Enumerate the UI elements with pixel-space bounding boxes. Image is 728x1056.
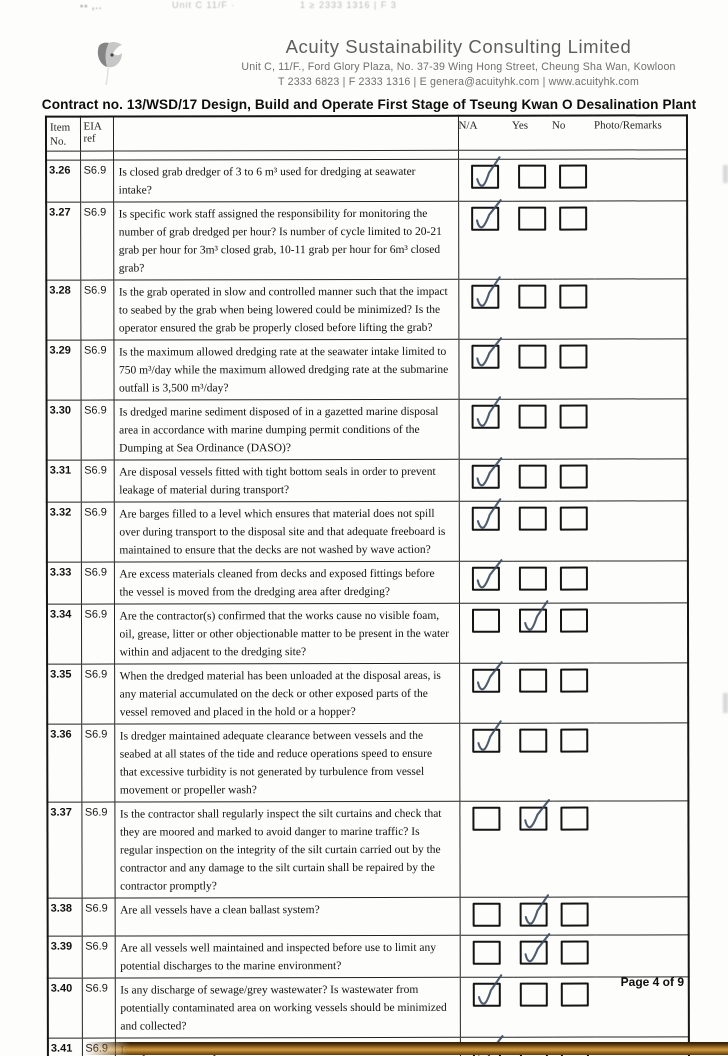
checkbox-yes[interactable] <box>519 608 547 632</box>
item-no-cell: 3.39 <box>50 940 73 953</box>
checkbox-yes[interactable] <box>519 668 547 692</box>
item-no-cell: 3.40 <box>50 982 73 995</box>
eia-ref-cell: S6.9 <box>81 562 114 604</box>
checkbox-na[interactable] <box>472 728 500 752</box>
table-row <box>47 398 688 459</box>
no-cell <box>552 201 594 279</box>
table-row <box>47 500 688 561</box>
contract-title: Contract no. 13/WSD/17 Design, Build and Operate First Stage of Tseung Kwan O Desalination Plant <box>41 97 697 112</box>
table-row <box>47 560 688 603</box>
strip-cell <box>46 151 80 160</box>
checkbox-yes[interactable] <box>519 806 547 830</box>
yes-cell <box>513 561 553 603</box>
question-cell: Are barges filled to a level which ensures that material does not spill over during transport to the disposal site and that adequate freeboard is maintained to ensure that the decks are not washed by wave action? <box>114 501 459 562</box>
no-cell <box>553 723 595 801</box>
column-header-question <box>113 116 458 151</box>
checkbox-na[interactable] <box>472 608 500 632</box>
checkbox-no[interactable] <box>561 940 589 964</box>
checkbox-yes[interactable] <box>518 344 546 368</box>
eia-ref-cell: S6.9 <box>81 502 114 562</box>
remarks-cell <box>594 338 687 398</box>
checkbox-no[interactable] <box>560 464 588 488</box>
yes-cell <box>514 977 554 1037</box>
eia-ref-cell: S6.9 <box>80 280 113 340</box>
column-header-photo-remarks: Photo/Remarks <box>593 119 662 132</box>
eia-ref-cell: S6.9 <box>81 460 114 502</box>
remarks-cell <box>595 662 688 722</box>
strip-cell <box>80 151 113 160</box>
checkbox-na[interactable] <box>472 464 500 488</box>
question-cell: Are excess materials cleaned from decks and exposed fittings before the vessel is moved from the dredging area after dredging? <box>114 561 459 604</box>
question-cell: Is specific work staff assigned the responsibility for monitoring the number of grab dredged per hour? Is number of cycle limited to 20-21 grab per hour for 3m³ closed grab, 10-11 grab per hour for 6m³ closed grab? <box>113 201 458 280</box>
table-row <box>46 338 687 399</box>
checkmark-icon <box>470 717 508 759</box>
question-cell: Is dredger maintained adequate clearance between vessels and the seabed at all states of the tide and reduce operations speed to ensure that excessive turbidity is not generated by turbulence from vessel movement or propeller wash? <box>114 723 459 802</box>
strip-cell <box>552 150 594 159</box>
question-cell: Are all vessels have a clean ballast system? <box>115 897 460 936</box>
na-cell <box>460 935 514 977</box>
checklist-table <box>45 114 690 1056</box>
na-cell <box>459 399 513 459</box>
yes-cell <box>512 279 552 339</box>
desk-surface <box>85 1042 728 1055</box>
question-cell: Is any discharge of sewage/grey wastewater? Is wastewater from potentially contaminated area on working vessels should be minimized and collected? <box>115 977 460 1038</box>
item-no-cell: 3.41 <box>50 1042 73 1055</box>
item-no-cell: 3.36 <box>50 728 72 741</box>
eia-ref-cell: S6.9 <box>81 724 114 802</box>
checkbox-na[interactable] <box>473 902 501 926</box>
checkmark-icon <box>469 333 507 375</box>
checkbox-no[interactable] <box>560 806 588 830</box>
bleed-through-fragment: Unit C 11/F · <box>172 0 236 10</box>
checkbox-na[interactable] <box>471 206 499 230</box>
remarks-cell <box>595 560 688 602</box>
eia-ref-cell: S6.9 <box>82 936 115 978</box>
company-contact: T 2333 6823 | F 2333 1316 | E genera@acuityhk.com | www.acuityhk.com <box>277 76 639 88</box>
item-no-cell: 3.31 <box>49 464 72 477</box>
bleed-through-fragment: 1 ≥ 2333 1316 | F 3 <box>300 0 397 10</box>
company-logo <box>95 38 129 88</box>
item-no-cell: 3.30 <box>49 404 72 417</box>
remarks-cell <box>595 722 688 800</box>
checkbox-no[interactable] <box>559 284 587 308</box>
remarks-cell <box>595 500 688 560</box>
table-row <box>48 896 689 935</box>
column-header-na: N/A <box>458 116 512 150</box>
checkmark-icon <box>516 596 554 638</box>
na-cell <box>459 501 513 561</box>
checkbox-no[interactable] <box>560 506 588 530</box>
question-cell: When the dredged material has been unloaded at the disposal areas, is any material accumulated on the deck or other exposed parts of the vessel removed and placed in the hold or a hopper? <box>114 663 459 724</box>
checkbox-na[interactable] <box>473 940 501 964</box>
table-row <box>47 662 688 723</box>
remarks-cell <box>594 278 687 338</box>
column-header-no: No <box>551 119 566 132</box>
checkmark-icon <box>469 273 507 315</box>
no-cell <box>553 561 595 603</box>
company-address: Unit C, 11/F., Ford Glory Plaza, No. 37-39 Wing Hong Street, Cheung Sha Wan, Kowloon <box>241 61 676 73</box>
checkmark-icon <box>470 555 508 597</box>
no-cell <box>554 897 596 935</box>
column-header-yes: Yes <box>511 119 529 132</box>
checkbox-no[interactable] <box>560 668 588 692</box>
na-cell <box>460 977 514 1037</box>
checkbox-no[interactable] <box>559 344 587 368</box>
checkmark-icon <box>470 657 508 699</box>
yes-cell <box>513 663 553 723</box>
eia-ref-cell: S6.9 <box>82 978 115 1038</box>
no-cell <box>554 977 596 1037</box>
question-cell: Are disposal vessels fitted with tight bottom seals in order to prevent leakage of material during transport? <box>114 459 459 502</box>
na-cell <box>459 561 513 603</box>
na-cell <box>459 723 513 801</box>
table-row <box>47 800 688 897</box>
yes-cell <box>514 935 554 977</box>
checkbox-no[interactable] <box>561 902 589 926</box>
no-cell <box>553 459 595 501</box>
item-no-cell: 3.28 <box>49 284 71 297</box>
no-cell <box>552 159 594 201</box>
na-cell <box>458 339 512 399</box>
yes-cell <box>513 723 553 801</box>
table-row <box>47 602 688 663</box>
yes-cell <box>513 801 553 897</box>
checkbox-na[interactable] <box>472 506 500 530</box>
scan-artifact <box>723 165 728 183</box>
checkbox-yes[interactable] <box>519 464 547 488</box>
question-cell: Is closed grab dredger of 3 to 6 m³ used for dredging at seawater intake? <box>113 159 458 202</box>
table-row <box>48 976 689 1037</box>
table-row <box>46 200 687 279</box>
item-no-cell: 3.35 <box>50 668 72 681</box>
checkmark-icon <box>517 929 555 971</box>
table-row <box>47 458 688 501</box>
checkmark-icon <box>469 195 507 237</box>
eia-ref-cell: S6.9 <box>81 400 114 460</box>
yes-cell <box>513 603 553 663</box>
checkbox-yes[interactable] <box>518 284 546 308</box>
checkbox-na[interactable] <box>472 344 500 368</box>
question-cell: Is the maximum allowed dredging rate at the seawater intake limited to 750 m³/day while the maximum allowed dredging rate at the submarine outfall is 3,500 m³/day? <box>113 339 458 400</box>
remarks-cell <box>594 200 687 278</box>
column-header-eia-ref: EIA ref <box>80 117 113 151</box>
eia-ref-cell: S6.9 <box>81 664 114 724</box>
no-cell <box>553 603 595 663</box>
checkbox-no[interactable] <box>560 728 588 752</box>
no-cell <box>553 501 595 561</box>
checkbox-yes[interactable] <box>519 728 547 752</box>
na-cell <box>460 897 514 935</box>
table-header-row <box>46 115 687 150</box>
no-cell <box>553 801 595 897</box>
question-cell: Is the grab operated in slow and controlled manner such that the impact to seabed by the grab when being lowered could be minimized? Is the operator ensured the grab be properly closed before lifting the grab? <box>113 279 458 340</box>
checkmark-icon <box>517 890 555 932</box>
yes-cell <box>512 159 552 201</box>
table-row <box>46 278 687 339</box>
remarks-cell <box>596 934 689 976</box>
checkbox-no[interactable] <box>559 206 587 230</box>
checkmark-icon <box>470 971 508 1013</box>
yes-cell <box>513 399 553 459</box>
remarks-cell <box>595 458 688 500</box>
checkbox-no[interactable] <box>561 982 589 1006</box>
company-name: Acuity Sustainability Consulting Limited <box>285 36 632 57</box>
question-cell: Is dredged marine sediment disposed of in a gazetted marine disposal area in accordance with marine dumping permit conditions of the Dumping at Sea Ordinance (DASO)? <box>114 399 459 460</box>
na-cell <box>459 663 513 723</box>
yes-cell <box>512 339 552 399</box>
na-cell <box>459 801 513 897</box>
na-cell <box>458 201 512 279</box>
checkbox-yes[interactable] <box>519 566 547 590</box>
checkbox-yes[interactable] <box>519 506 547 530</box>
checkmark-icon <box>517 795 555 837</box>
checkbox-yes[interactable] <box>518 206 546 230</box>
question-cell: Are all vessels well maintained and inspected before use to limit any potential discharges to the marine environment? <box>115 935 460 978</box>
column-header-item-no: Item No. <box>49 121 71 148</box>
yes-cell <box>512 201 552 279</box>
na-cell <box>458 159 512 201</box>
item-no-cell: 3.29 <box>49 344 71 357</box>
checkbox-na[interactable] <box>473 982 501 1006</box>
checkbox-yes[interactable] <box>520 902 548 926</box>
question-cell: Are the contractor(s) confirmed that the works cause no visible foam, oil, grease, litter or other objectionable matter to be present in the water within and adjacent to the dredging site? <box>114 603 459 664</box>
eia-ref-cell: S6.9 <box>80 160 113 202</box>
checkmark-icon <box>469 393 507 435</box>
table-row <box>46 158 687 201</box>
yes-cell <box>514 897 554 935</box>
na-cell <box>459 459 513 501</box>
no-cell <box>554 935 596 977</box>
checkbox-na[interactable] <box>472 284 500 308</box>
checkbox-na[interactable] <box>471 164 499 188</box>
remarks-cell <box>595 602 688 662</box>
remarks-cell <box>596 896 689 934</box>
strip-cell <box>594 149 687 158</box>
yes-cell <box>513 459 553 501</box>
table-row <box>48 934 689 977</box>
checkbox-no[interactable] <box>560 608 588 632</box>
remarks-cell <box>595 800 688 896</box>
no-cell <box>552 279 594 339</box>
checkbox-no[interactable] <box>560 566 588 590</box>
checkbox-no[interactable] <box>560 404 588 428</box>
table-row <box>47 722 688 801</box>
scan-artifact <box>723 693 728 713</box>
eia-ref-cell: S6.9 <box>80 202 113 280</box>
question-cell: Is the contractor shall regularly inspect the silt curtains and check that they are moored and marked to avoid danger to marine traffic? Is regular inspection on the integrity of the silt curtain carried out by the contractor and any damage to the silt curtain shall be repaired by the contractor promptly? <box>114 801 459 898</box>
na-cell <box>458 279 512 339</box>
checkbox-yes[interactable] <box>520 982 548 1006</box>
checkbox-na[interactable] <box>472 566 500 590</box>
checkmark-icon <box>469 453 507 495</box>
eia-ref-cell: S6.9 <box>80 340 113 400</box>
item-no-cell: 3.34 <box>49 608 72 621</box>
remarks-cell <box>595 398 688 458</box>
na-cell <box>459 603 513 663</box>
checkbox-yes[interactable] <box>519 404 547 428</box>
bleed-through-fragment: ▪▪ ,.. <box>80 1 103 11</box>
checkbox-yes[interactable] <box>518 164 546 188</box>
checkbox-na[interactable] <box>472 668 500 692</box>
strip-cell <box>458 150 512 159</box>
item-no-cell: 3.38 <box>50 902 73 915</box>
item-no-cell: 3.32 <box>49 506 72 519</box>
checkmark-icon <box>469 495 507 537</box>
page-number: Page 4 of 9 <box>620 975 684 989</box>
checkbox-na[interactable] <box>472 404 500 428</box>
checkmark-icon <box>469 153 507 195</box>
item-no-cell: 3.33 <box>49 566 72 579</box>
item-no-cell: 3.26 <box>49 164 71 177</box>
yes-cell <box>513 501 553 561</box>
no-cell <box>553 399 595 459</box>
remarks-cell <box>594 158 687 200</box>
checkbox-no[interactable] <box>559 164 587 188</box>
strip-cell <box>512 150 552 159</box>
item-no-cell: 3.37 <box>50 806 72 819</box>
eia-ref-cell: S6.9 <box>81 604 114 664</box>
no-cell <box>552 339 594 399</box>
eia-ref-cell: S6.9 <box>82 898 115 936</box>
item-no-cell: 3.27 <box>49 206 71 219</box>
eia-ref-cell: S6.9 <box>81 802 114 898</box>
checkbox-na[interactable] <box>473 806 501 830</box>
checkbox-yes[interactable] <box>520 940 548 964</box>
no-cell <box>553 663 595 723</box>
